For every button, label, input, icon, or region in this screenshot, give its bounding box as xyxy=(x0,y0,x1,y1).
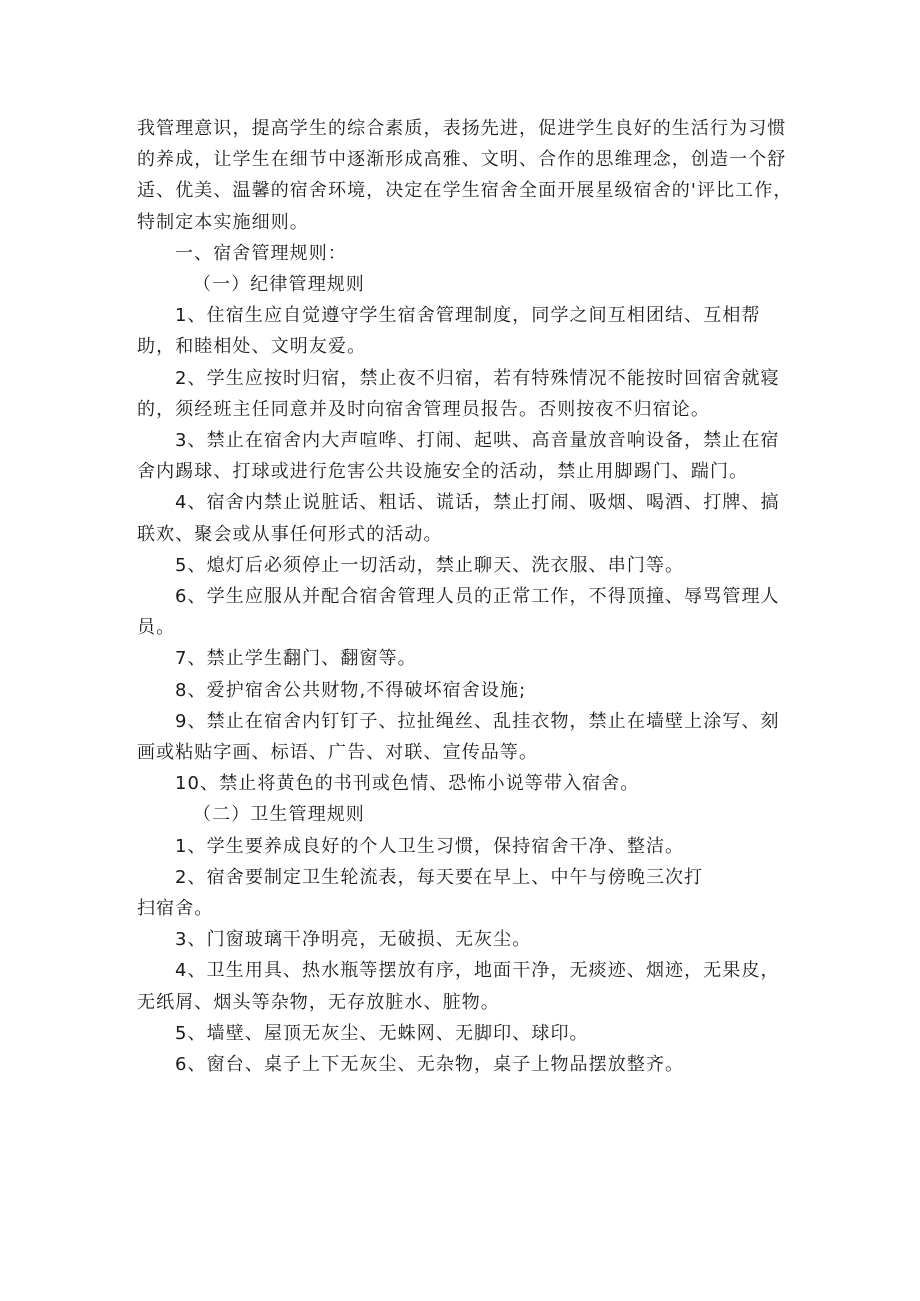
intro-paragraph: 我管理意识，提高学生的综合素质，表扬先进，促进学生良好的生活行为习惯的养成，让学生在细节中逐渐形成高雅、文明、合作的思维理念，创造一个舒适、优美、温馨的宿舍环境，决定在学生宿舍全面开展星级宿舍的'评比工作，特制定本实施细则。 xyxy=(137,118,793,233)
rule-item: 9、禁止在宿舍内钉钉子、拉扯绳丝、乱挂衣物，禁止在墙壁上涂写、刻画或粘贴字画、标语、广告、对联、宣传品等。 xyxy=(137,710,780,764)
rule-item: 7、禁止学生翻门、翻窗等。 xyxy=(175,648,417,670)
rule-item: 5、熄灯后必须停止一切活动，禁止聊天、洗衣服、串门等。 xyxy=(175,554,685,576)
rule-item-continuation: 扫宿舍。 xyxy=(137,898,214,920)
rule-item: 4、宿舍内禁止说脏话、粗话、谎话，禁止打闹、吸烟、喝酒、打牌、搞联欢、聚会或从事任何形式的活动。 xyxy=(137,492,780,545)
rule-item: 2、学生应按时归宿，禁止夜不归宿，若有特殊情况不能按时回宿舍就寝的，须经班主任同意并及时向宿舍管理员报告。否则按夜不归宿论。 xyxy=(137,367,780,420)
rule-item: 3、禁止在宿舍内大声喧哗、打闹、起哄、高音量放音响设备，禁止在宿舍内踢球、打球或进行危害公共设施安全的活动，禁止用脚踢门、踹门。 xyxy=(137,430,780,483)
rule-item: 1、学生要养成良好的个人卫生习惯，保持宿舍干净、整洁。 xyxy=(175,835,685,857)
rule-item: 4、卫生用具、热水瓶等摆放有序，地面干净，无痰迹、烟迹，无果皮，无纸屑、烟头等杂物，无存放脏水、脏物。 xyxy=(137,960,780,1013)
rule-item: 8、爱护宿舍公共财物,不得破坏宿舍设施; xyxy=(175,679,527,701)
rule-item: 2、宿舍要制定卫生轮流表，每天要在早上、中午与傍晚三次打 xyxy=(175,866,704,888)
document-body xyxy=(137,113,797,1080)
rule-item: 5、墙壁、屋顶无灰尘、无蛛网、无脚印、球印。 xyxy=(175,1022,589,1044)
rule-item: 1、住宿生应自觉遵守学生宿舍管理制度，同学之间互相团结、互相帮助，和睦相处、文明友爱。 xyxy=(137,305,761,358)
rule-item: 6、窗台、桌子上下无灰尘、无杂物，桌子上物品摆放整齐。 xyxy=(175,1054,685,1076)
section-heading: 一、宿舍管理规则： xyxy=(175,242,347,264)
rule-item: 10、禁止将黄色的书刊或色情、恐怖小说等带入宿舍。 xyxy=(175,773,640,795)
rule-item: 6、学生应服从并配合宿舍管理人员的正常工作，不得顶撞、辱骂管理人员。 xyxy=(137,586,780,639)
rule-item: 3、门窗玻璃干净明亮，无破损、无灰尘。 xyxy=(175,929,532,951)
subsection-heading: （一）纪律管理规则 xyxy=(193,274,365,296)
subsection-heading: （二）卫生管理规则 xyxy=(193,804,365,826)
